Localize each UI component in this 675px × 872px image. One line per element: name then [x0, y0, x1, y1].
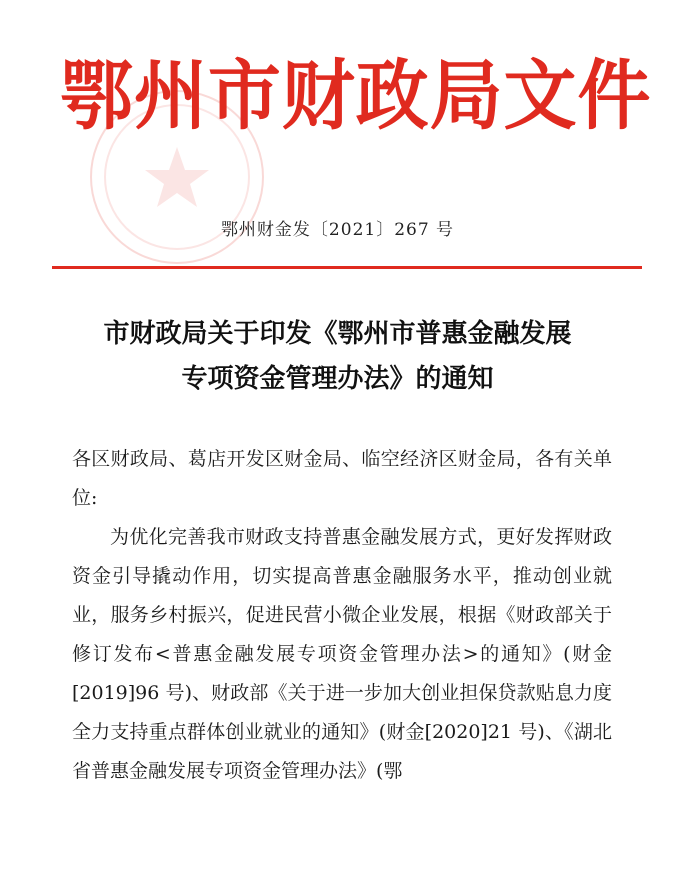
notice-title-line-2: 专项资金管理办法》的通知: [181, 364, 494, 394]
header-divider: [52, 266, 642, 269]
paragraph: 为优化完善我市财政支持普惠金融发展方式，更好发挥财政资金引导撬动作用，切实提高普惠金融服务水平，推动创业就业，服务乡村振兴，促进民营小微企业发展，根据《财政部关于修订发布<普惠金融发展专项资金管理办法>的通知》(财金[2019]96 号)、财政部《关于进一步加大创业担保贷款贴息力度全力支持重点群体创业就业的通知》(财金[2020]21 号)、《湖北省普惠金融发展专项资金管理办法》(鄂: [72, 526, 612, 782]
body-text: [72, 440, 612, 791]
document-number: 鄂州财金发〔2021〕267 号: [220, 220, 455, 240]
notice-title: [60, 312, 615, 402]
notice-title-line-1: 市财政局关于印发《鄂州市普惠金融发展: [103, 319, 572, 349]
addressee: 各区财政局、葛店开发区财金局、临空经济区财金局，各有关单位:: [72, 448, 612, 509]
header-title: 鄂州市财政局文件: [60, 51, 652, 140]
